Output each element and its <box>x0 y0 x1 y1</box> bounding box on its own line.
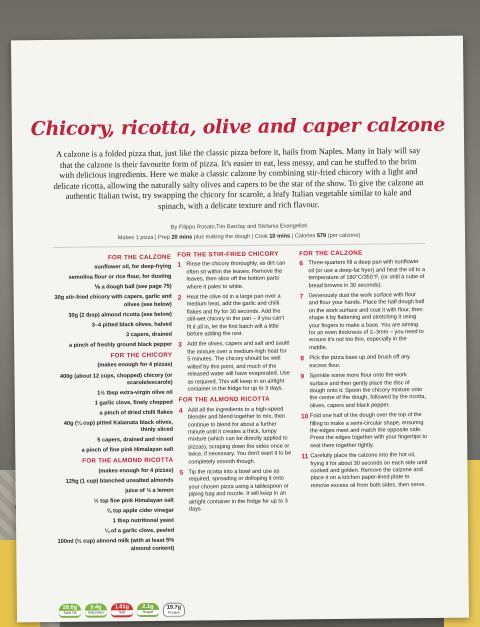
prep-value: 20 mins <box>171 234 193 241</box>
method-chicory-steps <box>177 261 290 394</box>
prep-label: Prep <box>158 234 170 241</box>
step-number: 4 <box>178 407 183 415</box>
step-text: Sprinkle some more flour onto the work surface and then gently place the disc of dough onto it. Spoon the chicory mixture onto the centre of the dough, followed by the ricotta, olives, capers and black pepper. <box>309 372 427 409</box>
method-step <box>178 294 290 340</box>
ingredients-ricotta-heading: FOR THE ALMOND RICOTTA <box>82 457 174 466</box>
nutrition-label: Sugar <box>137 610 159 615</box>
nutrition-value: 28.6g <box>62 604 78 611</box>
nutrition-value: 1.81g <box>114 604 130 611</box>
ingredients-calzone-heading: FOR THE CALZONE <box>107 253 172 262</box>
method-ricotta-heading: FOR THE ALMOND RICOTTA <box>178 396 270 404</box>
nutrition-badge <box>137 603 159 617</box>
ingredients-ricotta-note: (makes enough for 4 pizzas) <box>98 467 174 475</box>
method-step <box>300 372 426 410</box>
nutrition-badge <box>59 604 81 618</box>
step-text: Three-quarters fill a deep pan with sunflower oil (or use a deep-fat fryer) and heat the oil to a temperature of 180°C/350°F, (or until a cube of bread browns in 30 seconds). <box>308 259 426 289</box>
step-text: Rinse the chicory thoroughly, as dirt can often sit within the leaves. Remove the leaves, then slice off the bottom parts where it pales to white. <box>186 260 286 291</box>
nutrition-label: Salt <box>111 610 133 615</box>
nutrition-badge <box>85 603 107 617</box>
method-step <box>179 468 291 514</box>
ingredient-item: 1½ tbsp extra-virgin olive oil <box>97 389 173 397</box>
method-step <box>301 452 427 490</box>
ingredient-item: 1 tbsp nutritional yeast <box>112 517 175 525</box>
ingredient-item: a pinch of freshly ground black pepper <box>68 341 173 349</box>
ingredients-column <box>53 252 174 557</box>
ingredients-calzone-list <box>53 264 172 350</box>
ingredient-item: juice of ½ a lemon <box>125 487 174 495</box>
ingredient-item: a pinch of dried chilli flakes <box>99 409 173 417</box>
step-number: 5 <box>179 469 184 477</box>
nutrition-label: Total fat <box>59 611 81 616</box>
step-text: Fold one half of the dough over the top of the filling to make a semi-circular shape, ensuring the edges meet and match the opposite side. Press the edges together with your fingertips to seal them together tightly. <box>309 412 428 450</box>
step-number: 1 <box>177 262 182 270</box>
ingredient-item: 30g (2 tbsp) almond ricotta (see below) <box>68 311 172 319</box>
ingredient-item: 5 capers, drained and rinsed <box>97 437 174 444</box>
recipe-intro: A calzone is a folded pizza that, just like the classic pizza before it, hails from Naples. Many in Italy will say that the calzone is their favourite form of pizza. It's easier to eat, less messy, and can be stuffed to the brim with delicious ingredients. Here we make a classic calzone by combining stir-fried chicory with a light and delicate ricotta, allowing the naturally salty olives and capers to be the star of the show. To give the calzone an authentic Italian twist, try swapping the chicory for scarole, a leafy Italian vegetable similar to kale and spinach, with a delicate texture and rich flavour. <box>53 146 424 211</box>
ingredient-item: ¾ tsp apple cider vinegar <box>106 507 174 515</box>
method-ricotta-steps <box>179 406 292 514</box>
recipe-title: Chicory, ricotta, olive and caper calzone <box>30 113 446 141</box>
step-number: 8 <box>300 355 305 363</box>
step-text: Generously dust the work surface with flour and flour your hands. Place the half dough ball on the work surface and coat it with flour, then shape it by flattening and stretching it using your fingers to make a base. You are aiming for an even thickness of 2–3mm – you need to ensure it's not too thin, especially in the middle. <box>308 292 425 352</box>
step-number: 11 <box>301 453 309 461</box>
ingredient-item: sunflower oil, for deep-frying <box>94 264 172 271</box>
ingredients-ricotta-list <box>56 478 175 554</box>
ingredient-item: 400g (about 12 cups, chopped) chicory (or scarole/escarole) <box>59 372 173 387</box>
step-number: 10 <box>300 413 309 421</box>
step-text: Add all the ingredients to a high-speed blender and blend together to mix, then continue to blend for about a further minute until it creates a thick, lumpy mixture (which can be directly applied to pizzas), scraping down the sides once or twice, if necessary. You don't want it to be completely smooth though. <box>187 406 292 466</box>
method-step <box>301 412 427 450</box>
ingredients-chicory-list <box>54 372 173 455</box>
nutrition-badge <box>111 603 133 617</box>
step-number: 7 <box>299 293 304 301</box>
ingredients-chicory-note: (makes enough for 4 pizzas) <box>97 361 173 369</box>
step-text: Heat the olive oil in a large pan over a medium heat, add the garlic and chilli flakes and fry for 30 seconds. Add the still-wet chicory to the pan – if you can't fit it all in, let the first batch wilt a little before adding the rest. <box>186 293 285 338</box>
step-number: 2 <box>177 294 182 302</box>
ingredient-item: a pinch of fine pink Himalayan salt <box>81 447 174 455</box>
method-calzone-steps <box>299 259 427 490</box>
method-column-2 <box>299 249 428 493</box>
prep-note: plus making the dough <box>193 233 251 241</box>
method-column-1 <box>177 250 292 517</box>
ingredient-item: 40g (¼ cup) pitted Kalamata black olives, thinly sliced <box>63 419 174 434</box>
step-number: 9 <box>300 373 305 381</box>
nutrition-label: Protein <box>164 611 184 616</box>
ingredient-item: 3 capers, drained <box>126 331 173 339</box>
calories-label: Calories <box>294 233 316 240</box>
step-number: 6 <box>299 260 304 268</box>
step-text: Tip the ricotta into a bowl and use as required, spreading or dolloping it onto your chosen pizza using a tablespoon or piping bag and nozzle. It will keep in an airtight container in the fridge for up to 3 days. <box>188 468 289 513</box>
method-chicory-heading: FOR THE STIR-FRIED CHICORY <box>177 250 279 259</box>
cook-value: 10 mins <box>269 233 291 240</box>
ingredient-item: 30g stir-fried chicory with capers, garlic and olives (see below) <box>54 294 172 309</box>
method-step <box>178 341 291 394</box>
method-calzone-heading: FOR THE CALZONE <box>299 249 363 258</box>
step-text: Pick the pizza base up and brush off any excess flour. <box>309 354 410 369</box>
step-text: Carefully place the calzone into the hot oil, frying it for about 30 seconds on each side until cooked and golden. Remove the calzone and place it on a kitchen paper-lined plate to remove excess oil from both sides, then serve. <box>310 452 428 490</box>
divider <box>53 243 425 248</box>
ingredient-item: ¼ of a garlic clove, peeled <box>104 527 175 535</box>
makes-label: Makes <box>117 235 135 242</box>
step-number: 3 <box>178 342 182 350</box>
ingredient-item: 100ml (⅓ cup) almond milk (with at least 5% almond content) <box>57 537 175 552</box>
recipe-byline: By Filippo Rosato,Tim Barclay and Stefania Evangelisti <box>170 223 308 231</box>
ingredient-item: semolina flour or rice flour, for dusting <box>68 274 172 282</box>
ingredient-item: 125g (1 cup) blanched unsalted almonds <box>65 477 174 486</box>
nutrition-badge <box>163 603 185 617</box>
ingredients-chicory-heading: FOR THE CHICORY <box>110 351 173 360</box>
nutrition-badges <box>59 603 185 618</box>
method-step <box>300 354 426 370</box>
method-step <box>300 292 427 353</box>
recipe-page <box>11 36 469 623</box>
step-text: Add the olives, capers and salt and sauté the mixture over a medium-high heat for 5 minutes. The chicory should be well wilted by this point, and much of the released water will have evaporated. Use as required. This will keep in an airtight container in the fridge for up to 3 days. <box>187 340 290 393</box>
nutrition-label: Saturates <box>85 610 107 615</box>
ingredient-item: ½ tsp fine pink Himalayan salt <box>93 497 174 505</box>
method-step <box>179 406 292 466</box>
ingredient-item: ⅙ a dough ball (see page 75) <box>94 284 172 291</box>
makes-value: 1 pizza <box>135 234 154 242</box>
ingredient-item: 3–4 pitted black olives, halved <box>91 321 172 329</box>
method-step <box>299 259 425 290</box>
calories-note: (per calzone) <box>327 232 361 240</box>
recipe-stats: Makes 1 pizza | Prep 20 mins plus making the dough | Cook 10 mins | Calories 579 (per calzone) <box>117 232 361 242</box>
nutrition-value: 19.7g <box>166 604 182 611</box>
method-step <box>177 261 289 292</box>
cook-label: Cook <box>254 233 268 240</box>
calories-value: 579 <box>316 233 327 240</box>
nutrition-value: 2.1g <box>142 603 154 611</box>
nutrition-value: 3.4g <box>90 604 102 611</box>
ingredient-item: 1 garlic clove, finely chopped <box>94 399 173 407</box>
